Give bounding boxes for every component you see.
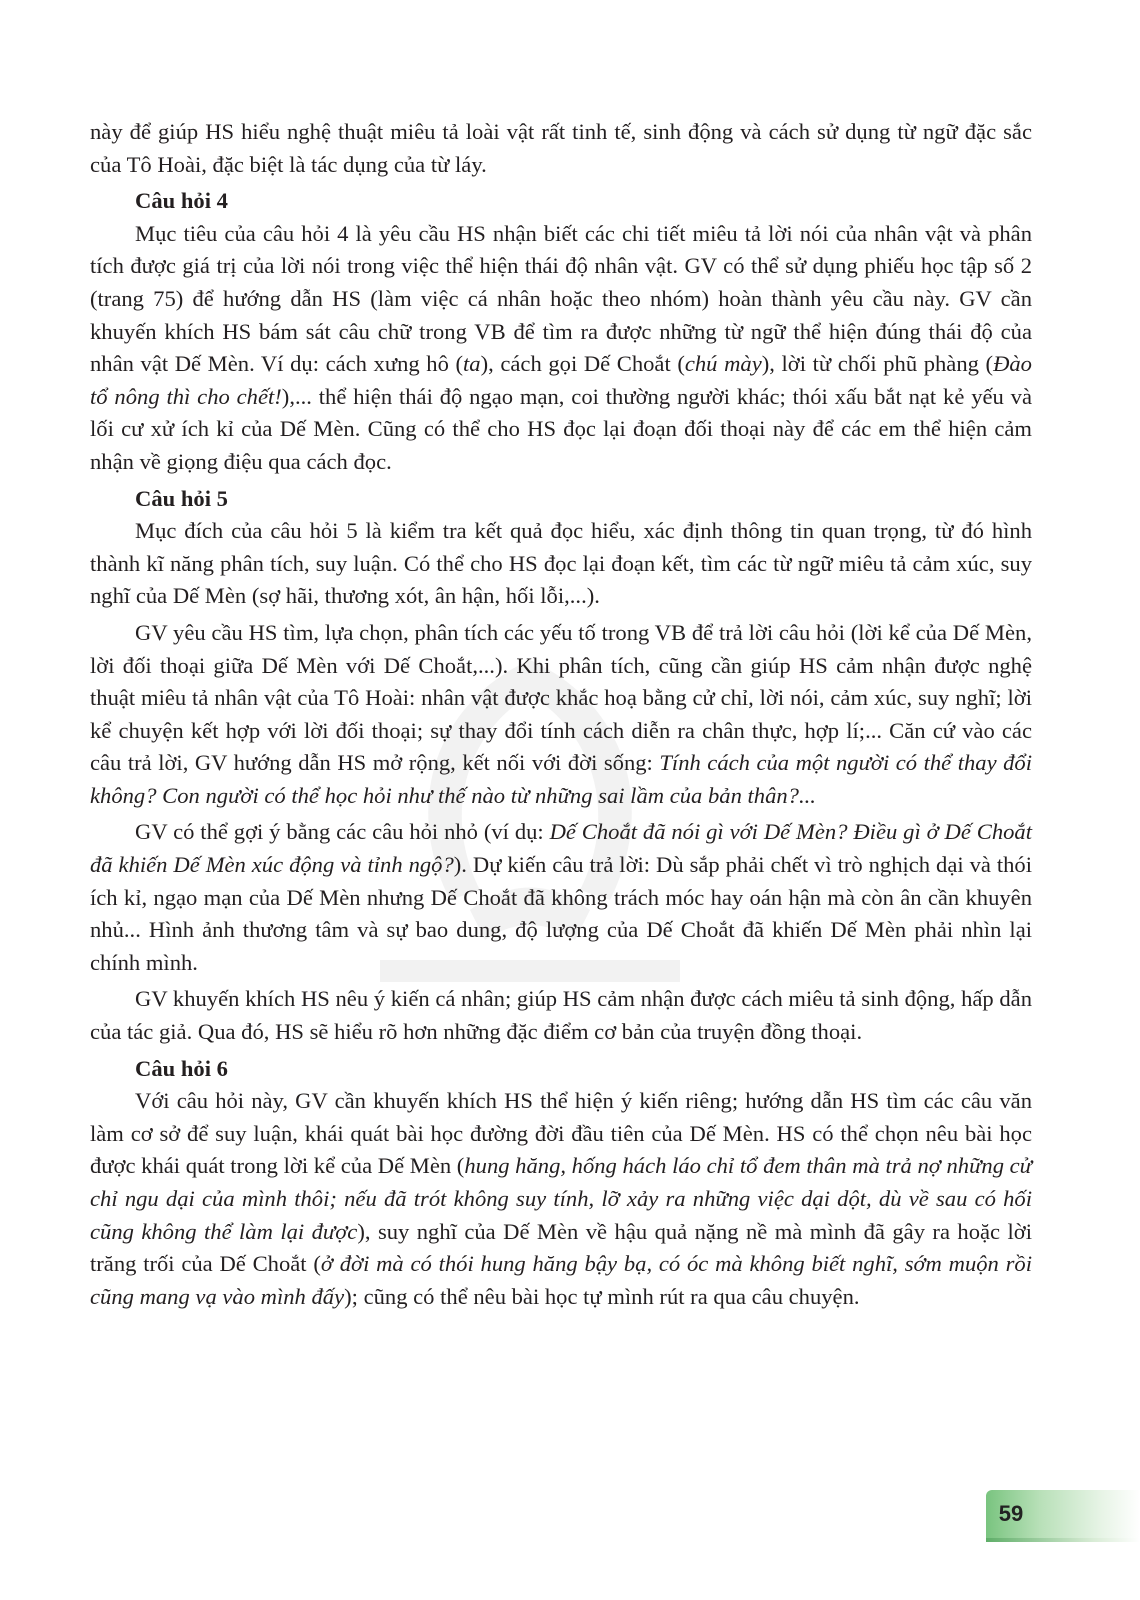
italic-question: Tính cách của một người có thể thay đổi không? Con người có thể học hỏi như thế nào từ những sai lầm của bản thân?... — [90, 750, 1032, 808]
text-segment: ). Dự kiến câu trả lời: Dù sắp phải chết vì trò nghịch dại và thói ích kỉ, ngạo mạn của Dế Mèn nhưng Dế Choắt đã không trách móc hay oán hận mà còn ân cần khuyên nhủ... Hình ảnh thương tâm và sự bao dung, độ lượng của Dế Choắt đã khiến Dế Mèn phải nhìn lại chính mình. — [90, 852, 1033, 975]
text-segment: GV có thể gợi ý bằng các câu hỏi nhỏ (ví dụ: — [135, 819, 550, 845]
text-segment: ), lời từ chối phũ phàng ( — [761, 351, 994, 377]
text-segment: ), cách gọi Dế Choắt ( — [480, 351, 685, 377]
italic-term: chú mày — [684, 351, 762, 377]
page-number: 59 — [998, 1501, 1024, 1526]
question-5-heading: Câu hỏi 5 — [135, 485, 228, 511]
italic-quote: Đào tổ nông thì cho chết! — [90, 351, 1032, 409]
italic-term: ta — [463, 351, 481, 377]
italic-question: Dế Choắt đã nói gì với Dế Mèn? Điều gì ở Dế Choắt đã khiến Dế Mèn xúc động và tỉnh ngộ? — [90, 819, 1032, 878]
page-number-tab — [986, 1490, 1140, 1538]
question-5-paragraph-4: GV khuyến khích HS nêu ý kiến cá nhân; giúp HS cảm nhận được cách miêu tả sinh động, hấp dẫn của tác giả. Qua đó, HS sẽ hiểu rõ hơn những đặc điểm cơ bản của truyện đồng thoại. — [90, 986, 1032, 1045]
question-6-paragraph — [90, 1085, 1032, 1313]
question-5-paragraph-2 — [90, 617, 1032, 813]
question-5-paragraph-3 — [90, 816, 1032, 979]
text-segment: GV yêu cầu HS tìm, lựa chọn, phân tích các yếu tố trong VB để trả lời câu hỏi (lời kể của Dế Mèn, lời đối thoại giữa Dế Mèn với Dế Choắt,...). Khi phân tích, cũng cần giúp HS cảm nhận được nghệ thuật miêu tả nhân vật của Tô Hoài: nhân vật được khắc hoạ bằng cử chỉ, lời nói, cảm xúc, suy nghĩ; lời kể chuyện kết hợp với lời đối thoại; sự thay đổi tính cách diễn ra chân thực, hợp lí;... Căn cứ vào các câu trả lời, GV hướng dẫn HS mở rộng, kết nối với đời sống: — [90, 619, 1032, 776]
question-6-heading: Câu hỏi 6 — [135, 1055, 228, 1081]
question-4-heading: Câu hỏi 4 — [135, 188, 228, 214]
page-content — [90, 116, 1032, 1313]
text-segment: ); cũng có thể nêu bài học tự mình rút ra qua câu chuyện. — [344, 1283, 860, 1309]
text-segment: ),... thể hiện thái độ ngạo mạn, coi thường người khác; thói xấu bắt nạt kẻ yếu và lối cư xử ích kỉ của Dế Mèn. Cũng có thể cho HS đọc lại đoạn đối thoại này để các em thể hiện cảm nhận về giọng điệu qua cách đọc. — [90, 383, 1032, 474]
text-segment: Mục tiêu của câu hỏi 4 là yêu cầu HS nhận biết các chi tiết miêu tả lời nói của nhân vật và phân tích được giá trị của lời nói trong việc thể hiện thái độ nhân vật. GV có thể sử dụng phiếu học tập số 2 (trang 75) để hướng dẫn HS (làm việc cá nhân hoặc theo nhóm) hoàn thành yêu cầu này. GV cần khuyến khích HS bám sát câu chữ trong VB để tìm ra được những từ ngữ thể hiện đúng thái độ của nhân vật Dế Mèn. Ví dụ: cách xưng hô ( — [90, 220, 1032, 377]
intro-paragraph: này để giúp HS hiểu nghệ thuật miêu tả loài vật rất tinh tế, sinh động và cách sử dụng từ ngữ đặc sắc của Tô Hoài, đặc biệt là tác dụng của từ láy. — [90, 119, 1032, 177]
italic-quote: ở đời mà có thói hung hăng bậy bạ, có óc mà không biết nghĩ, sớm muộn rồi cũng mang vạ vào mình đấy — [90, 1251, 1032, 1309]
text-segment: ), suy nghĩ của Dế Mèn về hậu quả nặng nề mà mình đã gây ra hoặc lời trăng trối của Dế Choắt ( — [90, 1218, 1032, 1277]
text-segment: Với câu hỏi này, GV cần khuyến khích HS thể hiện ý kiến riêng; hướng dẫn HS tìm các câu văn làm cơ sở để suy luận, khái quát bài học đường đời đầu tiên của Dế Mèn. HS có thể chọn nêu bài học được khái quát trong lời kể của Dế Mèn ( — [90, 1088, 1032, 1179]
italic-quote: hung hăng, hống hách láo chỉ tổ đem thân mà trả nợ những cử chỉ ngu dại của mình thôi; nếu đã trót không suy tính, lỡ xảy ra những việc dại dột, dù về sau có hối cũng không thể làm lại được — [90, 1153, 1032, 1244]
question-5-paragraph-1: Mục đích của câu hỏi 5 là kiểm tra kết quả đọc hiểu, xác định thông tin quan trọng, từ đó hình thành kĩ năng phân tích, suy luận. Có thể cho HS đọc lại đoạn kết, tìm các từ ngữ miêu tả cảm xúc, suy nghĩ của Dế Mèn (sợ hãi, thương xót, ân hận, hối lỗi,...). — [90, 518, 1032, 609]
question-4-paragraph — [90, 218, 1032, 479]
